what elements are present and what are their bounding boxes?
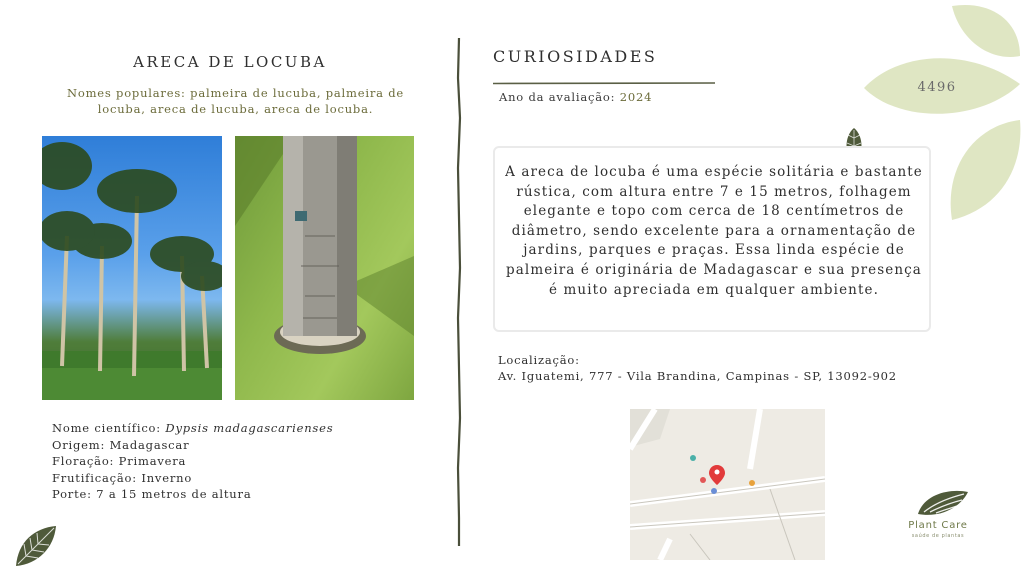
plant-number-badge: 4496 — [917, 80, 957, 95]
brand-tagline: saúde de plantas — [911, 533, 965, 539]
popular-names: Nomes populares: palmeira de lucuba, palmeira de locuba, areca de lucuba, areca de locuba. — [66, 86, 404, 116]
scientific-value: Dypsis madagascarienses — [165, 421, 334, 435]
origin-line: Origem: Madagascar — [52, 437, 190, 452]
scientific-name-line — [52, 420, 333, 437]
location-map[interactable] — [630, 409, 825, 560]
scientific-label: Nome científico: — [52, 421, 166, 435]
palm-trees-photo — [42, 136, 222, 400]
curiosidades-title: CURIOSIDADES — [493, 47, 658, 66]
location-address: Av. Iguatemi, 777 - Vila Brandina, Campinas - SP, 13092-902 — [498, 369, 897, 383]
size-line: Porte: 7 a 15 metros de altura — [52, 487, 252, 501]
description-text: A areca de locuba é uma espécie solitária e bastante rústica, com altura entre 7 e 15 metros, folhagem elegante e topo com cerca de 18 centímetros de diâmetro, sendo excelente para a ornamentação de jardins, parques e praças. Essa linda espécie de palmeira é originária de Madagascar e sua presença é muito apreciada em qualquer ambiente. — [505, 164, 923, 298]
brand-name: Plant Care — [908, 520, 968, 531]
palm-trunk-photo — [235, 136, 414, 400]
location-label: Localização: — [498, 353, 580, 367]
flowering-line: Floração: Primavera — [52, 454, 187, 468]
column-divider — [455, 38, 463, 546]
map-poi-icon — [690, 455, 696, 461]
year-label: Ano da avaliação: — [499, 90, 620, 104]
plant-care-logo-icon — [916, 488, 970, 520]
plant-info — [52, 420, 333, 503]
plant-title: ARECA DE LOCUBA — [133, 53, 327, 71]
year-value: 2024 — [619, 90, 653, 104]
fruiting-line: Frutificação: Inverno — [52, 470, 193, 485]
evaluation-year — [499, 90, 652, 104]
leaf-icon — [12, 522, 60, 570]
title-underline — [493, 70, 715, 73]
